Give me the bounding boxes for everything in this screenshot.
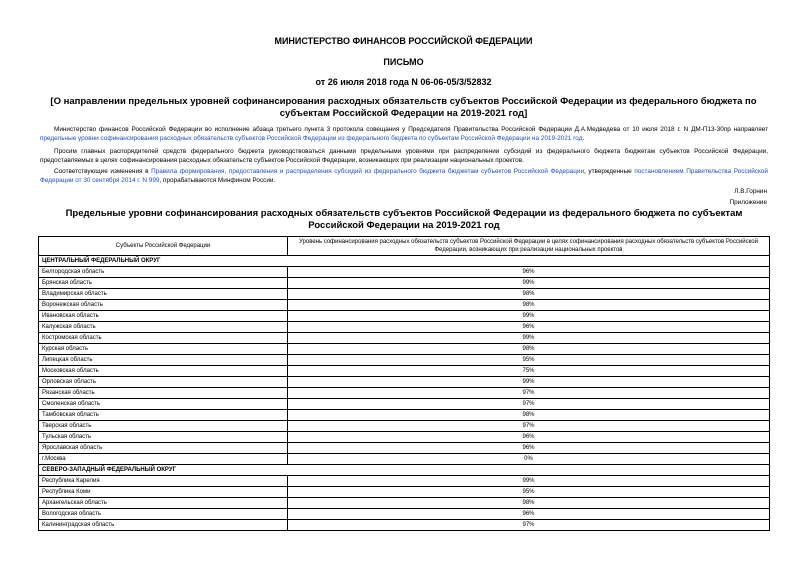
cofinancing-level: 99%: [288, 333, 770, 344]
rules-link[interactable]: Правила формирования, предоставления и распределения субсидий из федерального бюджета бюджетам субъектов Российской Федерации: [151, 168, 585, 175]
ministry-heading: МИНИСТЕРСТВО ФИНАНСОВ РОССИЙСКОЙ ФЕДЕРАЦИИ: [274, 36, 533, 46]
table-row: [39, 377, 770, 388]
subject-name: Липецкая область: [39, 355, 288, 366]
document-title: [О направлении предельных уровней софинансирования расходных обязательств субъектов Российской Федерации из федерального бюджета по субъектам Российской Федерации на 2019-2021 год]: [50, 96, 757, 119]
region-name: СЕВЕРО-ЗАПАДНЫЙ ФЕДЕРАЛЬНЫЙ ОКРУГ: [39, 465, 770, 476]
table-row: [39, 355, 770, 366]
table-row: [39, 278, 770, 289]
cofinancing-level: 97%: [288, 421, 770, 432]
cofinancing-level: 99%: [288, 476, 770, 487]
paragraph-3-text: Соответствующие изменения в: [54, 168, 152, 175]
paragraph-2: [40, 147, 768, 165]
subject-name: Рязанская область: [39, 388, 288, 399]
table-row: [39, 520, 770, 531]
paragraph-1-end: .: [582, 135, 585, 142]
cofinancing-level: 95%: [288, 355, 770, 366]
table-row: [39, 454, 770, 465]
subject-name: Костромская область: [39, 333, 288, 344]
subject-name: Белгородская область: [39, 267, 288, 278]
subject-name: Республика Карелия: [39, 476, 288, 487]
table-row: [39, 410, 770, 421]
paragraph-2-text: Просим главных распорядителей средств федерального бюджета руководствоваться данными предельными уровнями при распределении субсидий из федерального бюджета бюджетам субъектов Российской Федерации, предоставляемых в целях софинансирования расходных обязательств субъектов Российской Федерации, возникающих при реализации национальных проектов.: [40, 148, 768, 164]
table-header-row: [39, 237, 770, 256]
table-body: [39, 256, 770, 531]
document-date-number: от 26 июля 2018 года N 06-06-05/3/52832: [315, 77, 492, 87]
cofinancing-level: 0%: [288, 454, 770, 465]
cofinancing-level: 96%: [288, 322, 770, 333]
table-row: [39, 476, 770, 487]
subject-name: Владимирская область: [39, 289, 288, 300]
subject-name: Ярославская область: [39, 443, 288, 454]
table-row: [39, 289, 770, 300]
paragraph-3: [40, 167, 768, 185]
subject-name: Калужская область: [39, 322, 288, 333]
cofinancing-level: 98%: [288, 289, 770, 300]
subject-name: Московская область: [39, 366, 288, 377]
paragraph-3-middle: , утвержденные: [584, 168, 635, 175]
appendix-label: Приложение: [729, 199, 767, 206]
table-row: [39, 267, 770, 278]
column-header-subjects: Субъекты Российской Федерации: [39, 237, 288, 256]
cofinancing-level: 97%: [288, 520, 770, 531]
subject-name: Республика Коми: [39, 487, 288, 498]
table-title: Предельные уровни софинансирования расходных обязательств субъектов Российской Федерации из федерального бюджета по субъектам Российской Федерации на 2019-2021 год: [65, 208, 743, 231]
subject-name: Брянская область: [39, 278, 288, 289]
cofinancing-level: 98%: [288, 344, 770, 355]
cofinancing-level: 98%: [288, 410, 770, 421]
region-name: ЦЕНТРАЛЬНЫЙ ФЕДЕРАЛЬНЫЙ ОКРУГ: [39, 256, 770, 267]
signature: Л.В.Горнин: [734, 188, 767, 195]
table-row: [39, 498, 770, 509]
table-row: [39, 366, 770, 377]
table-row: [39, 399, 770, 410]
cofinancing-level: 99%: [288, 377, 770, 388]
subject-name: г.Москва: [39, 454, 288, 465]
table-row: [39, 421, 770, 432]
region-row: [39, 465, 770, 476]
subject-name: Орловская область: [39, 377, 288, 388]
appendix-link[interactable]: предельные уровни софинансирования расходных обязательств субъектов Российской Федерации из федерального бюджета по субъектам Российской Федерации на 2019-2021 год: [40, 135, 583, 142]
table-row: [39, 432, 770, 443]
table-row: [39, 344, 770, 355]
table-row: [39, 322, 770, 333]
subject-name: Воронежская область: [39, 300, 288, 311]
cofinancing-level: 96%: [288, 267, 770, 278]
cofinancing-level: 99%: [288, 311, 770, 322]
document-type-heading: ПИСЬМО: [383, 57, 424, 67]
subject-name: Ивановская область: [39, 311, 288, 322]
resolution-link[interactable]: постановлением Правительства Российской Федерации от 30 сентября 2014 г. N 999: [40, 168, 768, 184]
cofinancing-level: 98%: [288, 300, 770, 311]
cofinancing-level: 95%: [288, 487, 770, 498]
cofinancing-level: 96%: [288, 509, 770, 520]
paragraph-3-end: , прорабатываются Минфином России.: [159, 177, 276, 184]
paragraph-1: [40, 125, 768, 143]
subject-name: Тамбовская область: [39, 410, 288, 421]
subject-name: Тверская область: [39, 421, 288, 432]
cofinancing-level: 97%: [288, 399, 770, 410]
subject-name: Смоленская область: [39, 399, 288, 410]
region-row: [39, 256, 770, 267]
table-row: [39, 509, 770, 520]
cofinancing-level: 98%: [288, 498, 770, 509]
cofinancing-level: 96%: [288, 443, 770, 454]
subject-name: Архангельская область: [39, 498, 288, 509]
table-row: [39, 487, 770, 498]
table-row: [39, 300, 770, 311]
subject-name: Курская область: [39, 344, 288, 355]
cofinancing-level: 99%: [288, 278, 770, 289]
table-row: [39, 443, 770, 454]
subject-name: Вологодская область: [39, 509, 288, 520]
subject-name: Тульская область: [39, 432, 288, 443]
cofinancing-table: [38, 236, 770, 531]
cofinancing-level: 75%: [288, 366, 770, 377]
cofinancing-level: 97%: [288, 388, 770, 399]
table-row: [39, 311, 770, 322]
cofinancing-level: 96%: [288, 432, 770, 443]
column-header-level: Уровень софинансирования расходных обязательств субъектов Российской Федерации в целях софинансирования расходных обязательств субъектов Российской Федерации, возникающих при реализации национальных проектов: [288, 237, 770, 256]
subject-name: Калининградская область: [39, 520, 288, 531]
table-row: [39, 333, 770, 344]
table-row: [39, 388, 770, 399]
paragraph-1-text: Министерство финансов Российской Федерации во исполнение абзаца третьего пункта 3 протокола совещания у Председателя Правительства Российской Федерации Д.А.Медведева от 10 июля 2018 г. N ДМ-П13-30пр направляет: [54, 126, 768, 133]
